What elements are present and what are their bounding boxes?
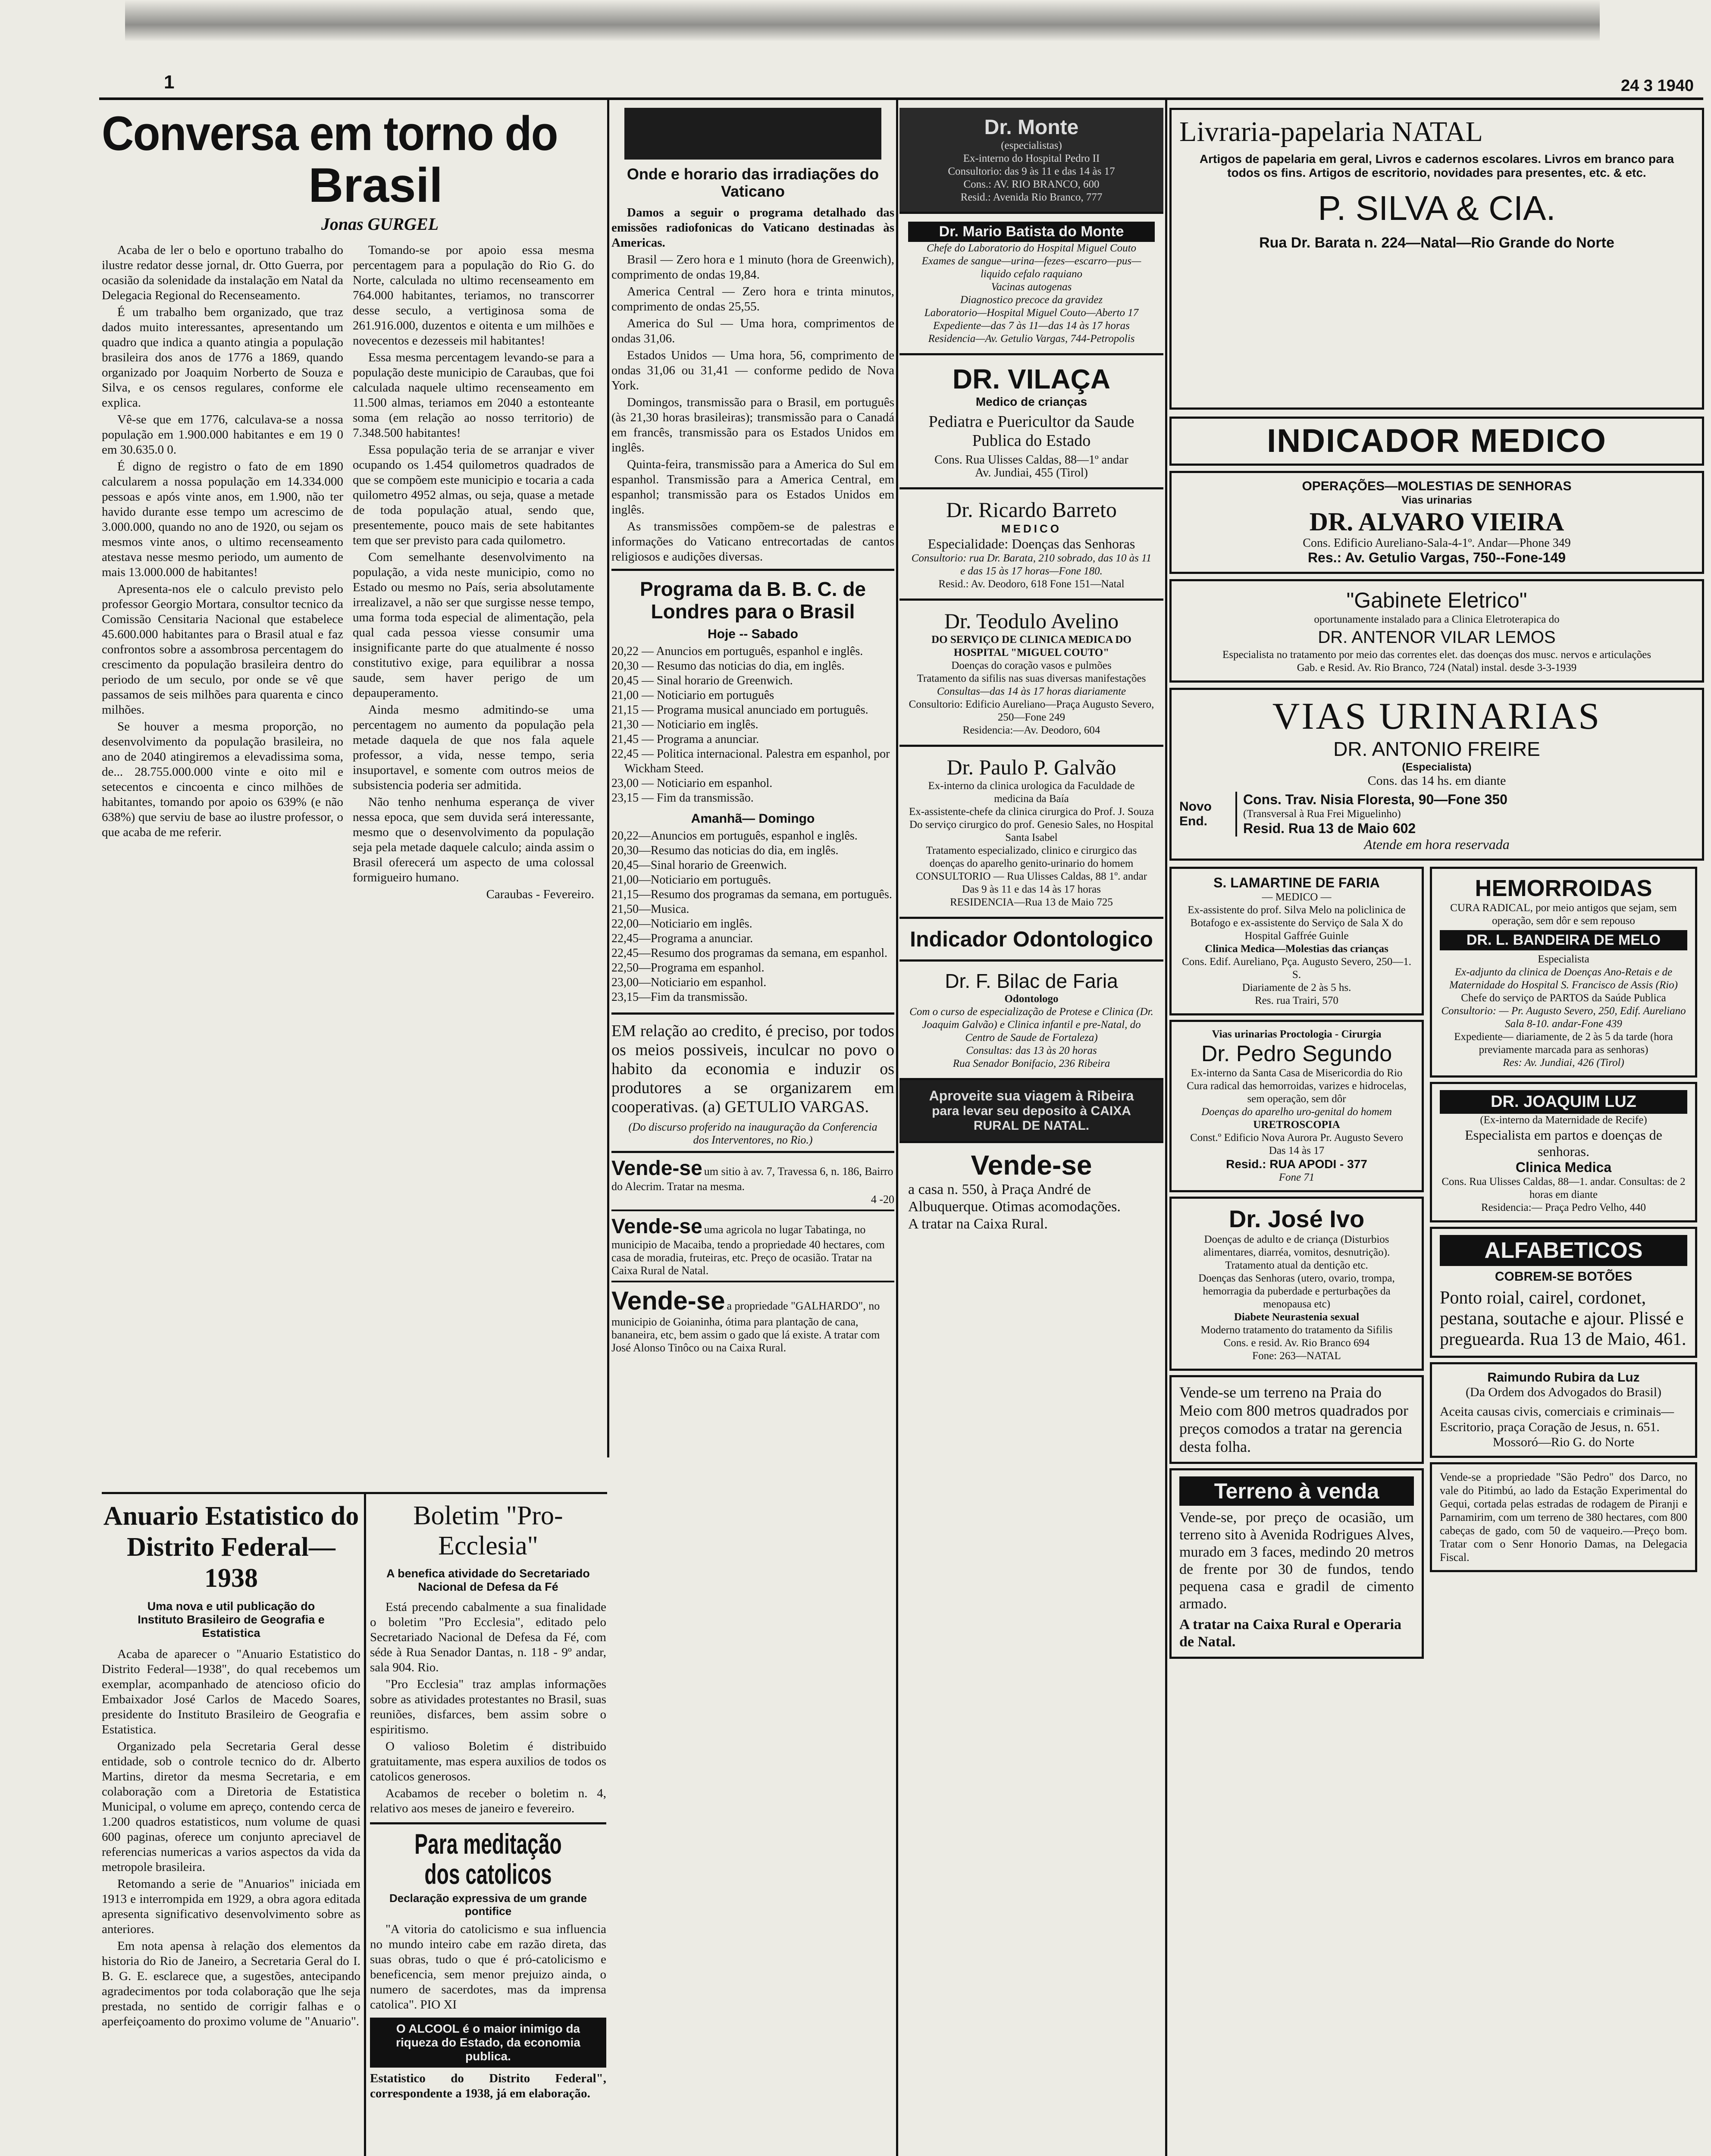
doctor-ad (899, 214, 1163, 355)
bbc-sunday-header: Amanhã— Domingo (691, 812, 815, 826)
joaquim-ad (1430, 1082, 1697, 1222)
boletim-subtitle: A benefica atividade do Secretariado Nacional de Defesa da Fé (386, 1567, 590, 1593)
ivo-name: Dr. José Ivo (1228, 1205, 1365, 1232)
segundo-line: Resid.: RUA APODI - 377 (1226, 1157, 1367, 1171)
article-signoff: Caraubas - Fevereiro. (486, 887, 594, 901)
doctor-line: Rua Senador Bonifacio, 236 Ribeira (953, 1058, 1110, 1069)
hemorroidas-line: Chefe do serviço de PARTOS da Saúde Publica (1461, 992, 1666, 1004)
article-paragraph: Vê-se que em 1776, calculava-se a nossa população em 1.900.000 habitantes e em 19 0 em 30.635.0 0. (102, 413, 343, 457)
livraria-address: Rua Dr. Barata n. 224—Natal—Rio Grande do Norte (1259, 235, 1614, 251)
article-paragraph: Com semelhante desenvolvimento na população, a vida neste municipio, como no Estado ou mesmo no País, seria absolutamente irrealizavel, a não ser que surgisse nesse tempo, uma forma toda especial de alimentação, pela qual cada pessoa viesse consumir uma insignificante parte do que atualmente é nosso constitutivo exige, para equilibrar a nossa saude, sem haver perigo de um depauperamento. (353, 550, 594, 700)
bbc-item: 21,15—Resumo dos programas da semana, em português. (611, 888, 892, 901)
gabinete-title: "Gabinete Eletrico" (1346, 588, 1527, 612)
doctor-line: Vacinas autogenas (991, 281, 1072, 293)
rubira-name: Raimundo Rubira da Luz (1487, 1370, 1640, 1385)
top-edge-band (125, 0, 1600, 41)
ivo-line: Doenças das Senhoras (utero, ovario, trompa, hemorragia da puberdade e perturbações da menopausa etc) (1198, 1272, 1395, 1310)
classified-ad (611, 1211, 894, 1282)
classified-ad (611, 1156, 894, 1211)
doctor-line: MEDICO (1001, 522, 1062, 535)
vias-atende: Atende em hora reservada (1364, 837, 1510, 852)
rubira-ad (1430, 1362, 1697, 1458)
hemorroidas-line: Expediente— diariamente, de 2 às 5 da tarde (hora previamente marcada para as senhoras) (1454, 1031, 1673, 1056)
doctor-name: Dr. F. Bilac de Faria (945, 970, 1118, 992)
vatican-intro: Damos a seguir o programa detalhado das emissões radiofonicas do Vaticano destinadas às Americas. (611, 206, 894, 250)
column-rule (1165, 99, 1167, 2156)
conversa-article (102, 108, 606, 1501)
hemorroidas-line: Ex-adjunto da clinica de Doenças Ano-Retais e de Maternidade do Hospital S. Francisco de Assis (Rio) (1449, 966, 1678, 991)
doctor-line: Consultas—das 14 às 17 horas diariamente (937, 686, 1126, 697)
ivo-line: Diabete Neurastenia sexual (1234, 1311, 1360, 1323)
doctor-name: Dr. Ricardo Barreto (946, 498, 1117, 522)
vias-name: DR. ANTONIO FREIRE (1333, 738, 1540, 760)
doctor-ad (899, 489, 1163, 601)
alfabeticos-sub: COBREM-SE BOTÕES (1495, 1269, 1633, 1284)
doctor-line: para levar seu deposito à CAIXA RURAL DE NATAL. (932, 1104, 1131, 1133)
vias-title: VIAS URINARIAS (1272, 696, 1601, 737)
doctor-line: Das 9 às 11 e das 14 às 17 horas (962, 884, 1101, 895)
lamartine-line: Diariamente de 2 às 5 hs. (1242, 982, 1351, 993)
bbc-item: 20,22 — Anuncios em português, espanhol e inglês. (611, 645, 863, 658)
vatican-item: Estados Unidos — Uma hora, 56, comprimento de ondas 31,06 ou 31,41 — conforme pedido de Nova York. (611, 348, 894, 392)
joaquim-name: DR. JOAQUIM LUZ (1440, 1090, 1687, 1114)
livraria-owner: P. SILVA & CIA. (1318, 189, 1556, 227)
alfabeticos-text: Ponto roial, cairel, cordonet, pestana, soutache e ajour. Plissé e preguearda. Rua 13 de Maio, 461. (1440, 1288, 1686, 1349)
bbc-item: 22,00—Noticiario em inglês. (611, 917, 752, 931)
doctor-line: DO SERVIÇO DE CLINICA MEDICA DO HOSPITAL "MIGUEL COUTO" (931, 634, 1131, 658)
doctor-line: Do serviço cirurgico do prof. Genesio Sales, no Hospital Santa Isabel (909, 819, 1154, 843)
doctor-line: Cons. Rua Ulisses Caldas, 88—1º andar (934, 453, 1128, 467)
alvaro-name: DR. ALVARO VIEIRA (1309, 508, 1564, 536)
vatican-item: Quinta-feira, transmissão para a America do Sul em espanhol. Transmissão para a America Central, em espanhol; transmissão para os Estados Unidos em inglês. (611, 458, 894, 517)
doctor-ad (899, 1080, 1163, 1143)
segundo-ad (1169, 1020, 1424, 1192)
livraria-title: Livraria-papelaria NATAL (1179, 116, 1483, 147)
doctor-ad (899, 919, 1163, 962)
bbc-item: 23,15—Fim da transmissão. (611, 990, 748, 1004)
hemorroidas-line: Especialista (1538, 953, 1589, 965)
ivo-line: Moderno tratamento do tratamento da Sifilis (1200, 1324, 1393, 1336)
estatistico-note: Estatistico do Distrito Federal", correspondente a 1938, já em elaboração. (370, 2071, 606, 2100)
doctor-line: Medico de crianças (975, 395, 1087, 408)
anuario-paragraph: Retomando a serie de "Anuarios" iniciada em 1913 e interrompida em 1929, a obra agora editada apresenta significativo desenvolvimento sobre as anteriores. (102, 1877, 360, 1936)
hemorroidas-title: HEMORROIDAS (1475, 875, 1652, 901)
doctor-line: Odontologo (1004, 993, 1059, 1005)
doctor-ad (899, 601, 1163, 747)
classified-text: um sitio à av. 7, Travessa 6, n. 186, Bairro do Alecrim. Tratar na mesma. (611, 1165, 893, 1193)
doctor-line: Diagnostico precoce da gravidez (960, 294, 1103, 306)
meditacao-quote: "A vitoria do catolicismo e sua influencia no mundo inteiro cabe em razão direta, das suas obras, tudo o que é pró-catolicismo e beneficencia, sem menor prejuizo ainda, o numero de sacerdotes, mas da imprensa catolica". PIO XI (370, 1922, 606, 2012)
doctor-line: Tratamento da sifilis nas suas diversas manifestações (917, 673, 1146, 684)
vatican-header-blot (624, 108, 881, 160)
joaquim-line: (Ex-interno da Maternidade de Recife) (1480, 1114, 1647, 1126)
doctor-line: Resid.: Av. Deodoro, 618 Fone 151—Natal (938, 578, 1125, 590)
article-paragraph: Se houver a mesma proporção, no desenvolvimento da população brasileira, no ano de 2040 atingiremos a elevadissima soma, de... 28.755.000.000 vinte e oito mil e setecentos e cincoenta e cinco milhões de habitantes, tomando por apoio os 639% (e não 638%) que serviu de base ao ilustre professor, o que acaba de me referir. (102, 720, 343, 839)
column-rule (607, 99, 609, 1457)
vargas-quote: EM relação ao credito, é preciso, por todos os meios possiveis, inculcar no povo o habito da economia e induzir os produtores a se organizarem em cooperativas. (a) GETULIO VARGAS. (611, 1022, 894, 1116)
classified-text: uma agricola no lugar Tabatinga, no municipio de Macaiba, tendo a propriedade 40 hectares, com casa de moradia, fruteiras, etc. Preço de ocasião. Tratar na Caixa Rural de Natal. (611, 1223, 885, 1277)
bbc-item: 23,00—Noticiario em espanhol. (611, 976, 767, 989)
doctor-line: Residencia—Av. Getulio Vargas, 744-Petropolis (928, 333, 1135, 345)
ivo-line: Fone: 263—NATAL (1252, 1350, 1341, 1362)
livraria-ad (1169, 108, 1704, 410)
article-paragraph: É um trabalho bem organizado, que traz dados muito interessantes, apresentando um quadro que indica a quanto atingia a população brasileira dos anos de 1776 a 1869, quando organizado por Joaquim Norberto de Souza e Silva, e os censos regulares, conforme ele explica. (102, 305, 343, 410)
vatican-item: Brasil — Zero hora e 1 minuto (hora de Greenwich), comprimento de ondas 19,84. (611, 253, 894, 282)
doctor-name: Indicador Odontologico (910, 927, 1153, 951)
ivo-ad (1169, 1197, 1424, 1371)
gabinete-sub: oportunamente instalado para a Clinica Eletroterapica do (1314, 614, 1560, 625)
segundo-line: Das 14 às 17 (1269, 1145, 1325, 1156)
boletim-paragraph: "Pro Ecclesia" traz amplas informações sobre as atividades protestantes no Brasil, suas reuniões, disfarces, bem assim sobre o espiritismo. (370, 1677, 606, 1736)
article-paragraph: Essa população teria de se arranjar e viver ocupando os 1.454 quilometros quadrados de que se compõem este municipio e tocaria a cada quilometro 4952 almas, ou seja, quase a metade de toda população atual, sendo que, presentemente, pouco mais de sete habitantes tem que ser previsto para cada quilometro. (353, 443, 594, 547)
doctor-line: Ex-interno do Hospital Pedro II (963, 153, 1100, 164)
hemorroidas-text: CURA RADICAL, por meio antigos que sejam, sem operação, sem dôr e sem repouso (1450, 902, 1677, 927)
rubira-line: Mossoró—Rio G. do Norte (1492, 1435, 1635, 1449)
rubira-line: Aceita causas civis, comerciais e criminais—Escritorio, praça Coração de Jesus, n. 651. (1440, 1404, 1674, 1434)
lamartine-ad (1169, 867, 1424, 1015)
segundo-header: Vias urinarias Proctologia - Cirurgia (1212, 1028, 1382, 1040)
indicador-title: INDICADOR MEDICO (1267, 423, 1607, 459)
lamartine-line: Res. rua Trairi, 570 (1255, 995, 1338, 1006)
vatican-item: America Central — Zero hora e trinta minutos, comprimento de ondas 25,55. (611, 285, 894, 313)
vias-res: Resid. Rua 13 de Maio 602 (1243, 821, 1416, 836)
vias-ad (1169, 688, 1704, 861)
bbc-item: 23,15 — Fim da transmissão. (611, 791, 754, 805)
boletim-paragraph: Está precendo cabalmente a sua finalidade o boletim "Pro Ecclesia", editado pelo Secretariado Nacional de Defesa da Fé, com séde à Rua Senador Dantas, n. 118 - 9º andar, sala 904. Rio. (370, 1600, 606, 1674)
gabinete-ad (1169, 579, 1704, 683)
vatican-item: America do Sul — Uma hora, comprimentos de ondas 31,06. (611, 317, 894, 345)
article-column-1 (102, 243, 343, 904)
bbc-item: 21,00—Noticiario em português. (611, 873, 771, 887)
doctor-line: CONSULTORIO — Rua Ulisses Caldas, 88 1º. andar (915, 871, 1147, 882)
classified-title: Vende-se (611, 1286, 725, 1315)
doctor-line: Exames de sangue—urina—fezes—escarro—pus—liquido cefalo raquiano (921, 255, 1141, 280)
bbc-item: 20,22—Anuncios em português, espanhol e inglês. (611, 829, 858, 843)
segundo-line: Ex-interno da Santa Casa de Misericordia do Rio (1191, 1067, 1403, 1079)
doctor-name: Aproveite sua viagem à Ribeira (929, 1088, 1134, 1103)
livraria-desc: Artigos de papelaria em geral, Livros e cadernos escolares. Livros em branco para todos os fins. Artigos de escritorio, novidades para presentes, etc. & etc. (1199, 152, 1674, 179)
vatican-item: As transmissões compõem-se de palestras e informações do Vaticano entrecortadas de cantos religiosos e audições diversas. (611, 520, 894, 564)
boletim-title: Boletim "Pro-Ecclesia" (413, 1501, 563, 1561)
article-paragraph: Ainda mesmo admitindo-se uma percentagem no aumento da população pela metade daquela de que nos fala aquele professor, a vida, nesse tempo, seria insuportavel, e somente com outros meios de subsistencia poderia ser admitida. (353, 703, 594, 792)
alvaro-spec2: Vias urinarias (1401, 494, 1472, 506)
classified-title: Vende-se (611, 1157, 702, 1180)
bbc-item: 22,50—Programa em espanhol. (611, 961, 765, 975)
article-title-line2: Brasil (308, 158, 443, 212)
joaquim-line: Cons. Rua Ulisses Caldas, 88—1. andar. Consultas: de 2 horas em diante (1442, 1176, 1686, 1200)
vargas-source: (Do discurso proferido na inauguração da Conferencia dos Interventores, no Rio.) (628, 1121, 877, 1146)
doctor-line: Doenças do coração vasos e pulmões (951, 660, 1112, 671)
article-paragraph: Tomando-se por apoio essa mesma percentagem para a população do Rio G. do Norte, calculada no ultimo recenseamento em 764.000 habitantes, teriamos, no transcorrer desse seculo, a vertiginosa soma de 261.916.000, duzentos e oitenta e um milhões e novecentos e dezesseis mil habitantes! (353, 243, 594, 348)
lamartine-sub: — MEDICO — (1262, 891, 1332, 903)
column-4 (899, 108, 1163, 2156)
fazenda-ad (1430, 1462, 1697, 1572)
doctor-line: (especialistas) (1001, 140, 1062, 151)
doctor-line: Consultorio: das 9 às 11 e das 14 às 17 (948, 166, 1115, 177)
doctor-ad (899, 1143, 1163, 1239)
gabinete-name: DR. ANTENOR VILAR LEMOS (1318, 628, 1556, 647)
bbc-item: 20,30 — Resumo das noticias do dia, em inglês. (611, 659, 845, 673)
rubira-line: (Da Ordem dos Advogados do Brasil) (1465, 1385, 1662, 1399)
joaquim-line: Especialista em partos e doenças de senhoras. (1465, 1127, 1662, 1159)
article-title: Conversa em torno do (102, 108, 558, 160)
page-number: 1 (164, 72, 175, 93)
classified-text: a propriedade "GALHARDO", no municipio de Goianinha, ótima para plantação de cana, bananeira, etc, bem assim o gado que lá existe. A tratar com José Alonso Tinôco ou na Caixa Rural. (611, 1300, 880, 1354)
doctor-line: Especialidade: Doenças das Senhoras (928, 536, 1135, 552)
doctor-line: A tratar na Caixa Rural. (908, 1216, 1048, 1232)
segundo-line: Cura radical das hemorroidas, varizes e hidrocelas, sem operação, sem dôr (1187, 1080, 1407, 1105)
doctor-ad (899, 747, 1163, 919)
article-paragraph: Essa mesma percentagem levando-se para a população deste municipio de Caraubas, que foi calculada naquele ultimo recenseamento em 11.500 almas, teriamos em 2040 a estonteante soma (em relação ao nosso territorio) de 7.348.500 habitantes! (353, 351, 594, 440)
anuario-title: Anuario Estatistico do Distrito Federal—1938 (103, 1501, 359, 1593)
meditacao-title: Para meditação dos catolicos (414, 1828, 562, 1890)
classified-ref: 4 -20 (871, 1193, 894, 1206)
bbc-item: 21,30 — Noticiario em inglês. (611, 718, 758, 731)
doctor-line: a casa n. 550, à Praça André de Albuquerque. Otimas acomodações. (908, 1181, 1121, 1215)
doctor-name: Dr. Monte (984, 116, 1079, 139)
alvaro-cons: Cons. Edificio Aureliano-Sala-4-1º. Andar—Phone 349 (1303, 536, 1571, 550)
col5-right (1430, 867, 1697, 1659)
ivo-line: Doenças de adulto e de criança (Disturbios alimentares, diarréa, vomitos, desnutrição). Tratamento atual da dentição etc. (1203, 1234, 1390, 1271)
bbc-item: 21,45 — Programa a anunciar. (611, 733, 759, 746)
alvaro-ad (1169, 471, 1704, 574)
hemorroidas-name: DR. L. BANDEIRA DE MELO (1440, 930, 1687, 950)
vias-hours: Cons. das 14 hs. em diante (1367, 774, 1506, 788)
masthead-rule (99, 97, 1703, 100)
article-column-2 (353, 243, 594, 904)
bbc-item: 20,30—Resumo das noticias do dia, em inglês. (611, 844, 839, 857)
doctor-name: Dr. Paulo P. Galvão (946, 755, 1116, 779)
doctor-line: Consultorio: rua Dr. Barata, 210 sobrado, das 10 às 11 e das 15 às 17 horas—Fone 180. (911, 552, 1152, 577)
masthead-date: 24 3 1940 (1620, 77, 1694, 95)
classified-ad (611, 1282, 894, 1354)
doctor-name: Dr. Mario Batista do Monte (908, 222, 1155, 242)
terreno-venda-text: Vende-se, por preço de ocasião, um terreno sito à Avenida Rodrigues Alves, murado em 3 faces, medindo 20 metros de frente por 30 de fundos, tendo pequena casa e gradil de cimento armado. (1179, 1510, 1414, 1612)
lamartine-line: Ex-assistente do prof. Silva Melo na policlinica de Botafogo e ex-assistente do Serviço de Sala X do Hospital Gaffrée Guinle (1188, 904, 1406, 942)
alcool-notice: O ALCOOL é o maior inimigo da riqueza do Estado, da economia publica. (370, 2018, 606, 2068)
doctor-line: Cons.: AV. RIO BRANCO, 600 (963, 179, 1100, 190)
doctor-line: Consultas: das 13 às 20 horas (966, 1045, 1097, 1056)
segundo-line: URETROSCOPIA (1253, 1119, 1340, 1131)
doctor-line: RESIDENCIA—Rua 13 de Maio 725 (950, 896, 1113, 908)
classified-title: Vende-se (611, 1215, 702, 1238)
ivo-line: Cons. e resid. Av. Rio Branco 694 (1223, 1337, 1370, 1349)
anuario-paragraph: Acaba de aparecer o "Anuario Estatistico do Distrito Federal—1938", do qual recebemos um exemplar, acompanhado de atencioso oficio do Embaixador José Carlos de Macedo Soares, presidente do Instituto Brasileiro de Geografia e Estatistica. (102, 1647, 360, 1736)
alfabeticos-title: ALFABETICOS (1440, 1235, 1687, 1266)
vatican-title: Onde e horario das irradiações do Vaticano (627, 165, 879, 200)
terreno-praia-text: Vende-se um terreno na Praia do Meio com 800 metros quadrados por preços comodos a tratar na gerencia desta folha. (1179, 1384, 1408, 1455)
hemorroidas-line: Consultorio: — Pr. Augusto Severo, 250, Edif. Aureliano Sala 8-10. andar-Fone 439 (1441, 1005, 1686, 1030)
doctor-line: Expediente—das 7 às 11—das 14 às 17 horas (933, 320, 1130, 332)
doctor-line: Resid.: Avenida Rio Branco, 777 (960, 191, 1103, 203)
doctor-line: Chefe do Laboratorio do Hospital Miguel Couto (926, 242, 1137, 254)
article-paragraph: É digno de registro o fato de em 1890 calcularem a nossa população em 14.334.000 pessoas e após vinte anos, em 1.900, não ter havido durante esse tempo um acrescimo de 3.000.000, quando no ano de 1920, ou sejam os mesmos vinte anos, o ultimo recenseamento atestava nesse mesmo periodo, um aumento de mais 13.000.000 de habitantes! (102, 460, 343, 579)
hemorroidas-line: Res: Av. Jundiai, 426 (Tirol) (1503, 1057, 1624, 1069)
terreno-venda-title: Terreno à venda (1179, 1476, 1414, 1506)
doctor-ad (899, 962, 1163, 1080)
doctor-line: Consultorio: Edificio Aureliano—Praça Augusto Severo, 250—Fone 249 (909, 699, 1154, 723)
vias-cons2: (Transversal à Rua Frei Miguelinho) (1243, 808, 1401, 820)
alfabeticos-ad (1430, 1227, 1697, 1358)
doctor-line: Laboratorio—Hospital Miguel Couto—Aberto 17 (924, 307, 1139, 319)
vias-end: End. (1179, 814, 1207, 828)
col5-left (1169, 867, 1424, 1659)
doctor-ad (899, 108, 1163, 214)
gabinete-desc: Especialista no tratamento por meio das correntes elet. das doenças dos musc. nervos e articulações (1222, 649, 1651, 661)
doctor-line: Av. Jundiai, 455 (Tirol) (975, 466, 1088, 479)
segundo-line: Fone 71 (1279, 1172, 1315, 1183)
column-rule (896, 99, 898, 2156)
fazenda-text: Vende-se a propriedade "São Pedro" dos Darco, no vale do Pitimbú, ao lado da Estação Experimental do Gequi, cortada pelas estradas de rodagem de Piranji e Parnamirim, com um terreno de 380 hectares, com 800 cabeças de gado, com 50 de vaqueiro.—Preço bom. Tratar com o Senr Honorio Damas, na Delegacia Fiscal. (1440, 1471, 1687, 1564)
anuario-article (102, 1501, 360, 2156)
bbc-item: 21,15 — Programa musical anunciado em português. (611, 703, 868, 717)
joaquim-line: Clinica Medica (1515, 1159, 1612, 1175)
anuario-paragraph: Organizado pela Secretaria Geral desse entidade, sob o controle tecnico do dr. Alberto Martins, diretor da mesma Secretaria, e em colaboração com a Diretoria de Estatistica Municipal, o volume em apreço, contendo cerca de 1.200 quadros estatisticos, num volume de quasi 600 paginas, oferece um conjunto apreciavel de referencias numericas a varios aspectos da vida da metropole brasileira. (102, 1739, 360, 1874)
gabinete-addr: Gab. e Resid. Av. Rio Branco, 724 (Natal) instal. desde 3-3-1939 (1297, 662, 1577, 674)
bbc-item: 21,50—Musica. (611, 903, 689, 916)
doctor-line: Tratamento especializado, clinico e cirurgico das doenças do aparelho genito-urinario do homem (926, 845, 1137, 869)
bbc-item: 22,45—Resumo dos programas da semana, em espanhol. (611, 946, 887, 960)
article-author: Jonas GURGEL (321, 214, 439, 234)
doctor-ad (899, 355, 1163, 489)
lamartine-line: Clinica Medica—Molestias das crianças (1205, 943, 1388, 955)
article-paragraph: Acaba de ler o belo e oportuno trabalho do ilustre redator desse jornal, dr. Otto Guerra, por ocasião da solenidade da instalação em Natal da Delegacia Regional do Recenseamento. (102, 243, 343, 302)
bbc-item: 22,45 — Politica internacional. Palestra em espanhol, por Wickham Steed. (611, 747, 890, 775)
lamartine-name: S. LAMARTINE DE FARIA (1213, 875, 1380, 890)
vias-spec: (Especialista) (1402, 761, 1472, 773)
article-paragraph: Apresenta-nos ele o calculo previsto pelo professor Georgio Mortara, consultor tecnico da Comissão Censitaria Nacional que estabelece 45.600.000 habitantes para o Brasil atual e faz confrontos sobre a assombrosa percentagem do crescimento da população brasileira dentro do periodo de um seculo, por onde se vê que passamos de seis milhões para quarenta e cinco milhões. (102, 582, 343, 717)
doctor-line: Residencia:—Av. Deodoro, 604 (962, 724, 1100, 736)
boletim-paragraph: Acabamos de receber o boletim n. 4, relativo aos meses de janeiro e fevereiro. (370, 1786, 606, 1815)
section-rule (102, 1492, 607, 1494)
segundo-line: Doenças do aparelho uro-genital do homem (1201, 1106, 1392, 1118)
bbc-item: 22,45—Programa a anunciar. (611, 932, 753, 945)
terreno-venda-ad (1169, 1468, 1424, 1659)
bbc-item: 23,00 — Noticiario em espanhol. (611, 777, 773, 790)
terreno-praia-ad (1169, 1375, 1424, 1464)
column-5 (1169, 108, 1704, 2156)
doctor-line: Pediatra e Puericultor da Saude Publica do Estado (928, 413, 1134, 450)
meditacao-subtitle: Declaração expressiva de um grande pontifice (389, 1892, 587, 1918)
doctor-name: DR. VILAÇA (952, 364, 1111, 395)
boletim-paragraph: O valioso Boletim é distribuido gratuitamente, mas espera auxilios de todos os catolicos generosos. (370, 1739, 606, 1783)
article-paragraph: Não tenho nenhuma esperança de viver nessa epoca, que sem duvida será interessante, mesmo que o desenvolvimento da população seja pela metade daquele calculo; ainda assim o Brasil oferecerá um aspecto de uma colossal formigueiro humano. (353, 795, 594, 884)
anuario-subtitle: Uma nova e util publicação do Instituto Brasileiro de Geografia e Estatistica (138, 1600, 325, 1639)
bbc-item: 20,45—Sinal horario de Greenwich. (611, 859, 787, 872)
doctor-line: Ex-assistente-chefe da clinica cirurgica do Prof. J. Souza (909, 806, 1154, 818)
column-rule (364, 1492, 366, 2156)
bbc-item: 20,45 — Sinal horario de Greenwich. (611, 674, 793, 687)
doctor-name: Dr. Teodulo Avelino (944, 609, 1119, 633)
anuario-paragraph: Em nota apensa à relação dos elementos da historia do Rio de Janeiro, a Secretaria Geral do I. B. G. E. esclarece que, a sugestões, antecipando agradecimentos por toda colaboração que lhe seja prestada, no sentido de corrigir falhas e o aperfeiçoamento do proximo volume de "Anuario". (102, 1939, 360, 2028)
hemorroidas-ad (1430, 867, 1697, 1078)
vatican-item: Domingos, transmissão para o Brasil, em português (às 21,30 horas brasileiras); transmissão para o Canadá em francês, transmissão para os Estados Unidos em inglês. (611, 395, 894, 454)
vias-cons: Cons. Trav. Nisia Floresta, 90—Fone 350 (1243, 792, 1507, 807)
doctor-line: Com o curso de especialização de Protese e Clinica (Dr. Joaquim Galvão) e Clinica infantil e pre-Natal, do Centro de Saude de Fortaleza) (909, 1006, 1153, 1044)
bbc-item: 21,00 — Noticiario em português (611, 689, 774, 702)
segundo-line: Const.º Edificio Nova Aurora Pr. Augusto Severo (1190, 1132, 1403, 1144)
segundo-name: Dr. Pedro Segundo (1201, 1041, 1392, 1066)
terreno-venda-tratar: A tratar na Caixa Rural e Operaria de Natal. (1179, 1617, 1401, 1650)
bbc-saturday-header: Hoje -- Sabado (707, 627, 798, 641)
indicador-medico-heading (1169, 417, 1704, 466)
alvaro-spec: OPERAÇÕES—MOLESTIAS DE SENHORAS (1302, 479, 1572, 493)
bbc-title: Programa da B. B. C. de Londres para o Brasil (639, 578, 866, 623)
joaquim-line: Residencia:— Praça Pedro Velho, 440 (1481, 1202, 1646, 1213)
alvaro-res: Res.: Av. Getulio Vargas, 750--Fone-149 (1307, 550, 1566, 565)
vias-novo: Novo (1179, 799, 1212, 814)
doctor-line: Ex-interno da clinica urologica da Faculdade de medicina da Baía (928, 780, 1135, 805)
lamartine-line: Cons. Edif. Aureliano, Pça. Augusto Severo, 250—1. S. (1182, 956, 1411, 981)
column-3 (611, 108, 894, 2156)
doctor-name: Vende-se (971, 1150, 1092, 1181)
boletim-article (370, 1501, 606, 2156)
